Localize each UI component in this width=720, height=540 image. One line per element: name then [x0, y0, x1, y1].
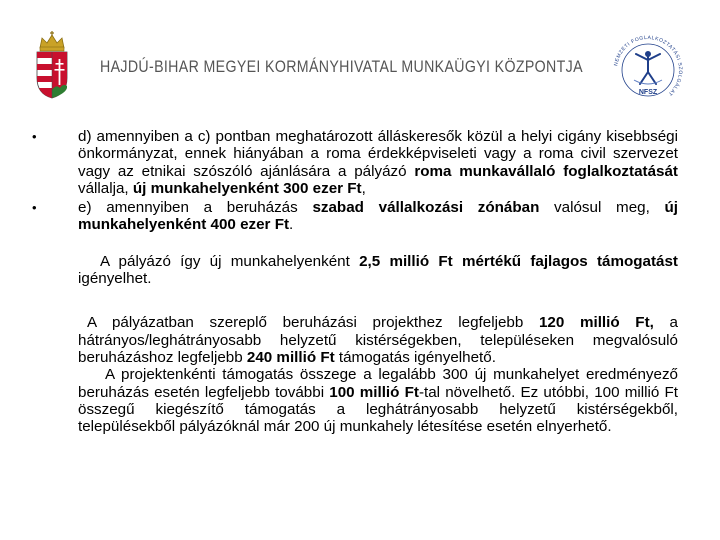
bold-text: szabad vállalkozási zónában	[312, 199, 540, 217]
text-run: .	[289, 216, 294, 234]
page-header	[0, 0, 720, 110]
paragraph-project-max	[78, 314, 678, 366]
text-run: A pályázó így új munkahelyenként	[100, 252, 360, 270]
text-run: vállalja,	[78, 179, 133, 197]
paragraph-text	[78, 314, 678, 366]
agency-title: HAJDÚ-BIHAR MEGYEI KORMÁNYHIVATAL MUNKAÜGYI KÖZPONTJA	[100, 58, 583, 76]
text-run: a hátrányos/leghátrányosabb helyzetű kistérségekben, településeken megvalósuló beruházáshoz legfeljebb	[78, 314, 678, 366]
paragraph-text	[78, 253, 678, 288]
bullet-list	[32, 128, 679, 234]
text-run: e) amennyiben a beruházás	[78, 199, 313, 217]
bold-text: 240 millió Ft	[246, 348, 335, 366]
main-content	[32, 128, 679, 436]
paragraph-text	[78, 366, 678, 435]
bold-text: 2,5 millió Ft mértékű fajlagos támogatást	[359, 252, 678, 270]
text-run: ,	[361, 179, 366, 197]
bullet-text	[78, 199, 678, 234]
bullet-item-d	[32, 128, 678, 197]
text-run: támogatás igényelhető.	[334, 348, 496, 366]
paragraph-unit-support	[78, 253, 678, 288]
bold-text: 100 millió Ft	[329, 383, 419, 401]
bold-text: új munkahelyenként 300 ezer Ft	[132, 179, 362, 197]
nfsz-ring-text: NEMZETI FOGLALKOZTATÁSI SZOLGÁLAT	[613, 34, 684, 97]
text-run: -tal növelhető. Ez utóbbi, 100 millió Ft összegű kiegészítő támogatás a leghátrányosabb helyzetű kistérségekből, településekből pályázóknál már 200 új munkahely létesítése esetén elnyerhető.	[78, 383, 678, 436]
text-run: d) amennyiben a c) pontban meghatározott álláskeresők közül a helyi cigány kisebbségi önkormányzat, ennek hiányában a roma érdekképviseleti vagy a roma civil szervezet vagy az etnikai szószóló ajánlására a pályázó	[78, 128, 678, 180]
nfsz-logo-label: NFSZ	[638, 89, 658, 96]
paragraph-supplement	[78, 366, 678, 435]
bullet-text	[78, 128, 678, 197]
text-run: valósul meg,	[539, 199, 665, 217]
bullet-item-e	[32, 199, 679, 234]
text-run: igényelhet.	[78, 270, 152, 288]
bold-text: roma munkavállaló foglalkoztatását	[414, 162, 678, 180]
nfsz-logo	[608, 30, 688, 110]
bold-text: 120 millió Ft,	[538, 314, 654, 332]
hungarian-coat-of-arms-logo	[32, 30, 72, 100]
text-run: A projektenkénti támogatás összege a legalább 300 új munkahelyet eredményező beruházás esetén legfeljebb további	[78, 366, 678, 401]
text-run: A pályázatban szereplő beruházási projekthez legfeljebb	[87, 314, 539, 332]
bold-text: új munkahelyenként 400 ezer Ft	[78, 199, 679, 234]
bullet-dot: •	[32, 129, 37, 144]
bullet-dot: •	[32, 200, 37, 216]
